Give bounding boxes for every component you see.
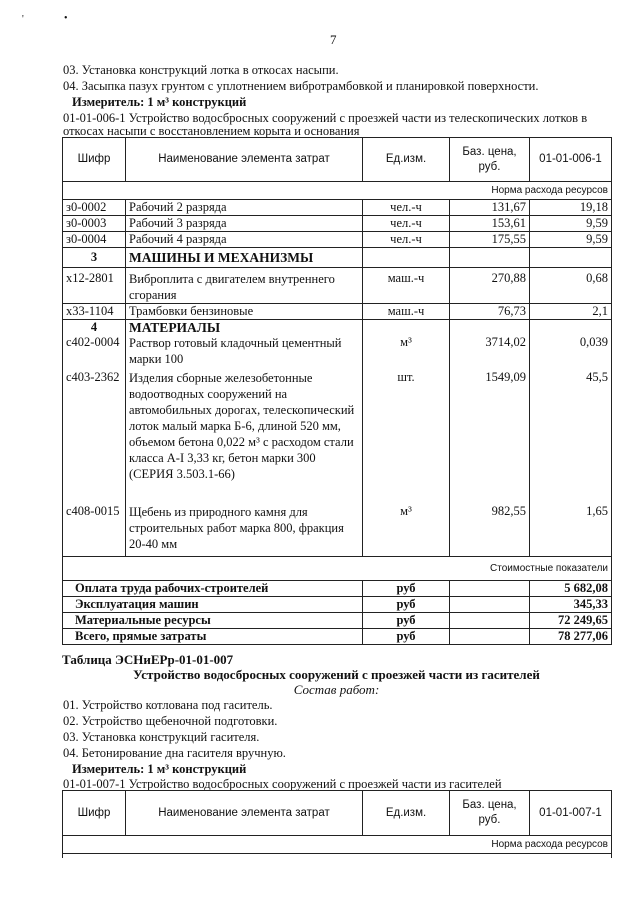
row-code: с402-0004 bbox=[63, 335, 126, 367]
total-name: Эксплуатация машин bbox=[63, 597, 363, 613]
row-price: 1549,09 bbox=[450, 367, 530, 504]
header-name: Наименование элемента затрат bbox=[126, 791, 363, 836]
work-step: 01. Устройство котлована под гаситель. bbox=[63, 698, 273, 712]
table-row bbox=[63, 200, 612, 216]
work-step: 03. Установка конструкций гасителя. bbox=[63, 730, 260, 744]
row-code: с408-0015 bbox=[63, 504, 126, 557]
row-value: 45,5 bbox=[530, 367, 612, 504]
total-unit: руб bbox=[363, 629, 450, 645]
header-ref: 01-01-007-1 bbox=[530, 791, 612, 836]
header-unit: Ед.изм. bbox=[363, 138, 450, 182]
norm-label: Норма расхода ресурсов bbox=[63, 836, 612, 854]
cost-label-row bbox=[63, 557, 612, 581]
work-step-4: 04. Засыпка пазух грунтом с уплотнением вибротрамбовкой и планировкой поверхности. bbox=[63, 79, 539, 93]
table-header-row bbox=[63, 791, 612, 836]
total-name: Оплата труда рабочих-строителей bbox=[63, 581, 363, 597]
work-step: 04. Бетонирование дна гасителя вручную. bbox=[63, 746, 286, 760]
table-row bbox=[63, 335, 612, 367]
total-unit: руб bbox=[363, 613, 450, 629]
norm-label-row bbox=[63, 182, 612, 200]
section-heading: Устройство водосбросных сооружений с проезжей части из гасителей bbox=[133, 667, 540, 682]
header-code: Шифр bbox=[63, 791, 126, 836]
section-title: МАТЕРИАЛЫ bbox=[126, 320, 363, 336]
item-description-line1: 01-01-006-1 Устройство водосбросных сооружений с проезжей части из телескопических лотков в bbox=[63, 111, 588, 125]
row-value: 2,1 bbox=[530, 304, 612, 320]
total-row bbox=[63, 597, 612, 613]
table-row bbox=[63, 232, 612, 248]
page-number: 7 bbox=[330, 32, 337, 47]
resource-table-1 bbox=[62, 137, 612, 645]
work-step: 02. Устройство щебеночной подготовки. bbox=[63, 714, 278, 728]
scan-mark-2: • bbox=[64, 13, 68, 24]
total-unit: руб bbox=[363, 597, 450, 613]
row-name: Рабочий 2 разряда bbox=[126, 200, 363, 216]
header-unit: Ед.изм. bbox=[363, 791, 450, 836]
section-number: 3 bbox=[63, 248, 126, 268]
row-unit: чел.-ч bbox=[363, 216, 450, 232]
row-value: 0,68 bbox=[530, 268, 612, 304]
norm-label: Норма расхода ресурсов bbox=[63, 182, 612, 200]
section-row-machines bbox=[63, 248, 612, 268]
header-price: Баз. цена, руб. bbox=[450, 791, 530, 836]
section-title: МАШИНЫ И МЕХАНИЗМЫ bbox=[126, 248, 363, 268]
total-value: 72 249,65 bbox=[530, 613, 612, 629]
row-code: з0-0004 bbox=[63, 232, 126, 248]
row-name: Виброплита с двигателем внутреннего сгорания bbox=[126, 268, 363, 304]
header-ref: 01-01-006-1 bbox=[530, 138, 612, 182]
row-unit: м³ bbox=[363, 335, 450, 367]
row-price: 270,88 bbox=[450, 268, 530, 304]
row-code: з0-0003 bbox=[63, 216, 126, 232]
row-unit: м³ bbox=[363, 504, 450, 557]
section-number: 4 bbox=[63, 320, 126, 336]
table-row bbox=[63, 504, 612, 557]
total-name: Материальные ресурсы bbox=[63, 613, 363, 629]
total-row bbox=[63, 629, 612, 645]
row-unit: маш.-ч bbox=[363, 304, 450, 320]
row-price: 76,73 bbox=[450, 304, 530, 320]
table-filler-row bbox=[63, 854, 612, 858]
row-code: х12-2801 bbox=[63, 268, 126, 304]
row-unit: маш.-ч bbox=[363, 268, 450, 304]
row-value: 0,039 bbox=[530, 335, 612, 367]
row-unit: шт. bbox=[363, 367, 450, 504]
row-name: Раствор готовый кладочный цементный марки 100 bbox=[126, 335, 363, 367]
row-name: Рабочий 4 разряда bbox=[126, 232, 363, 248]
row-value: 19,18 bbox=[530, 200, 612, 216]
total-row bbox=[63, 613, 612, 629]
row-value: 9,59 bbox=[530, 216, 612, 232]
row-name: Трамбовки бензиновые bbox=[126, 304, 363, 320]
row-price: 175,55 bbox=[450, 232, 530, 248]
measure-unit: Измеритель: 1 м³ конструкций bbox=[72, 95, 247, 109]
table-row bbox=[63, 268, 612, 304]
resource-table-2 bbox=[62, 790, 612, 858]
row-price: 3714,02 bbox=[450, 335, 530, 367]
row-value: 9,59 bbox=[530, 232, 612, 248]
table-row bbox=[63, 216, 612, 232]
section-row-materials bbox=[63, 320, 612, 336]
table-row bbox=[63, 367, 612, 504]
measure-unit-2: Измеритель: 1 м³ конструкций bbox=[72, 762, 247, 776]
table-header-row bbox=[63, 138, 612, 182]
row-value: 1,65 bbox=[530, 504, 612, 557]
header-code: Шифр bbox=[63, 138, 126, 182]
scan-mark-1: ' bbox=[22, 14, 24, 25]
total-unit: руб bbox=[363, 581, 450, 597]
total-row bbox=[63, 581, 612, 597]
total-value: 345,33 bbox=[530, 597, 612, 613]
row-unit: чел.-ч bbox=[363, 200, 450, 216]
row-name: Изделия сборные железобетонные водоотводных сооружений на автомобильных дорогах, телескопический лоток малый марка Б-6, длиной 520 мм, объемом бетона 0,022 м³ с расходом стали класса А-I 3,33 кг, бетон марки 300 (СЕРИЯ 3.503.1-66) bbox=[126, 367, 363, 504]
total-value: 5 682,08 bbox=[530, 581, 612, 597]
item-description-2: 01-01-007-1 Устройство водосбросных сооружений с проезжей части из гасителей bbox=[63, 777, 502, 791]
row-price: 153,61 bbox=[450, 216, 530, 232]
row-code: з0-0002 bbox=[63, 200, 126, 216]
row-price: 982,55 bbox=[450, 504, 530, 557]
row-name: Щебень из природного камня для строительных работ марка 800, фракция 20-40 мм bbox=[126, 504, 363, 557]
row-code: х33-1104 bbox=[63, 304, 126, 320]
row-unit: чел.-ч bbox=[363, 232, 450, 248]
work-step-3: 03. Установка конструкций лотка в откосах насыпи. bbox=[63, 63, 339, 77]
item-description-line2: откосах насыпи с восстановлением корыта и основания bbox=[63, 124, 360, 138]
row-name: Рабочий 3 разряда bbox=[126, 216, 363, 232]
composition-label: Состав работ: bbox=[293, 682, 380, 697]
norm-label-row bbox=[63, 836, 612, 854]
total-value: 78 277,06 bbox=[530, 629, 612, 645]
total-name: Всего, прямые затраты bbox=[63, 629, 363, 645]
table-row bbox=[63, 304, 612, 320]
cost-label: Стоимостные показатели bbox=[63, 557, 612, 581]
header-name: Наименование элемента затрат bbox=[126, 138, 363, 182]
table-title: Таблица ЭСНиЕРр-01-01-007 bbox=[62, 652, 234, 667]
header-price: Баз. цена, руб. bbox=[450, 138, 530, 182]
row-code: с403-2362 bbox=[63, 367, 126, 504]
row-price: 131,67 bbox=[450, 200, 530, 216]
